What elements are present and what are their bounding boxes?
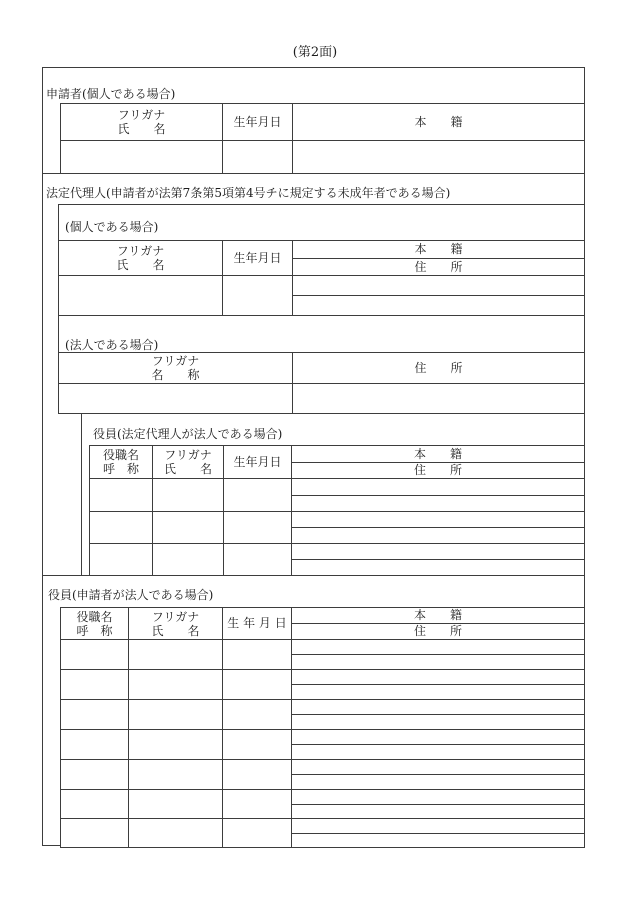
furigana-label: フリガナ	[151, 354, 200, 368]
domicile-entry-cell	[293, 276, 585, 296]
name-entry-cell	[129, 640, 223, 670]
role-entry-cell	[90, 512, 153, 544]
furigana-label: フリガナ	[117, 108, 166, 122]
person-name-label: 氏 名	[163, 462, 212, 476]
name-entry-cell	[129, 730, 223, 760]
birthdate-entry-cell	[223, 819, 292, 848]
legal-rep-individual-heading: (個人である場合)	[65, 220, 159, 234]
domicile-entry-cell	[292, 790, 585, 805]
legal-rep-individual-table	[58, 240, 585, 316]
role-header-cell	[61, 608, 129, 640]
furigana-label: フリガナ	[116, 244, 165, 258]
role-entry-cell	[61, 670, 129, 700]
officer-role-label: 役職名	[76, 609, 113, 624]
birthdate-header-cell: 生 年 月 日	[223, 608, 292, 640]
address-entry-cell	[292, 496, 585, 512]
domicile-entry-cell	[292, 730, 585, 745]
role-entry-cell	[61, 700, 129, 730]
birthdate-entry-cell	[224, 544, 292, 576]
applicant-table	[60, 103, 585, 174]
domicile-entry-cell	[292, 670, 585, 685]
domicile-entry-cell	[292, 760, 585, 775]
birthdate-header-cell: 生年月日	[224, 446, 292, 479]
page-title: (第2面)	[292, 45, 338, 60]
birthdate-entry-cell	[224, 512, 292, 544]
address-entry-cell	[292, 834, 585, 848]
address-entry-cell	[293, 384, 585, 414]
birthdate-entry-cell	[223, 790, 292, 819]
legal-rep-officers-table	[89, 445, 585, 576]
domicile-header-cell: 本 籍	[292, 446, 585, 463]
birthdate-header-cell: 生年月日	[223, 104, 293, 141]
legal-rep-section-heading: 法定代理人(申請者が法第7条第5項第4号チに規定する未成年者である場合)	[46, 186, 451, 200]
name-header-cell	[129, 608, 223, 640]
name-entry-cell	[59, 276, 223, 316]
birthdate-entry-cell	[223, 730, 292, 760]
domicile-entry-cell	[293, 141, 585, 174]
furigana-label: フリガナ	[164, 448, 212, 462]
birthdate-entry-cell	[223, 640, 292, 670]
applicant-officers-heading: 役員(申請者が法人である場合)	[48, 588, 214, 602]
address-entry-cell	[292, 745, 585, 760]
domicile-header-cell: 本 籍	[292, 608, 585, 624]
birthdate-entry-cell	[223, 670, 292, 700]
officer-role-title-label: 呼 称	[76, 623, 113, 638]
role-header-cell	[90, 446, 153, 479]
name-entry-cell	[153, 512, 224, 544]
role-entry-cell	[61, 819, 129, 848]
birthdate-header-cell: 生年月日	[223, 241, 293, 276]
domicile-entry-cell	[292, 640, 585, 655]
org-name-entry-cell	[59, 384, 293, 414]
name-entry-cell	[129, 760, 223, 790]
address-header-cell: 住 所	[293, 259, 585, 276]
domicile-header-cell: 本 籍	[293, 241, 585, 259]
name-entry-cell	[153, 544, 224, 576]
name-entry-cell	[129, 700, 223, 730]
officer-role-label: 役職名	[102, 448, 139, 462]
role-entry-cell	[61, 730, 129, 760]
address-header-cell: 住 所	[292, 624, 585, 640]
address-entry-cell	[292, 528, 585, 544]
address-entry-cell	[292, 685, 585, 700]
person-name-label: 氏 名	[116, 258, 165, 272]
birthdate-entry-cell	[223, 700, 292, 730]
domicile-entry-cell	[292, 479, 585, 496]
domicile-entry-cell	[292, 819, 585, 834]
legal-rep-corporate-heading: (法人である場合)	[65, 338, 159, 352]
furigana-label: フリガナ	[151, 609, 200, 624]
address-entry-cell	[292, 560, 585, 576]
legal-rep-officers-heading: 役員(法定代理人が法人である場合)	[93, 427, 283, 441]
birthdate-entry-cell	[223, 141, 293, 174]
role-entry-cell	[90, 544, 153, 576]
domicile-entry-cell	[292, 700, 585, 715]
org-name-header-cell	[59, 353, 293, 384]
role-entry-cell	[61, 790, 129, 819]
name-entry-cell	[61, 141, 223, 174]
birthdate-entry-cell	[224, 479, 292, 512]
name-entry-cell	[129, 790, 223, 819]
name-header-cell	[61, 104, 223, 141]
domicile-entry-cell	[292, 512, 585, 528]
role-entry-cell	[61, 760, 129, 790]
role-entry-cell	[61, 640, 129, 670]
address-entry-cell	[292, 775, 585, 790]
person-name-label: 氏 名	[117, 122, 166, 136]
address-entry-cell	[292, 655, 585, 670]
role-entry-cell	[90, 479, 153, 512]
address-entry-cell	[293, 296, 585, 316]
name-entry-cell	[153, 479, 224, 512]
address-entry-cell	[292, 715, 585, 730]
address-entry-cell	[292, 805, 585, 819]
address-header-cell: 住 所	[293, 353, 585, 384]
org-name-label: 名 称	[151, 368, 200, 382]
officer-role-title-label: 呼 称	[102, 462, 139, 476]
name-entry-cell	[129, 819, 223, 848]
birthdate-entry-cell	[223, 760, 292, 790]
address-header-cell: 住 所	[292, 463, 585, 479]
applicant-officers-table	[60, 607, 585, 848]
domicile-header-cell: 本 籍	[293, 104, 585, 141]
name-header-cell	[153, 446, 224, 479]
name-header-cell	[59, 241, 223, 276]
legal-rep-corporate-table	[58, 352, 585, 414]
applicant-section-heading: 申請者(個人である場合)	[46, 87, 176, 101]
domicile-entry-cell	[292, 544, 585, 560]
name-entry-cell	[129, 670, 223, 700]
birthdate-entry-cell	[223, 276, 293, 316]
person-name-label: 氏 名	[151, 623, 200, 638]
